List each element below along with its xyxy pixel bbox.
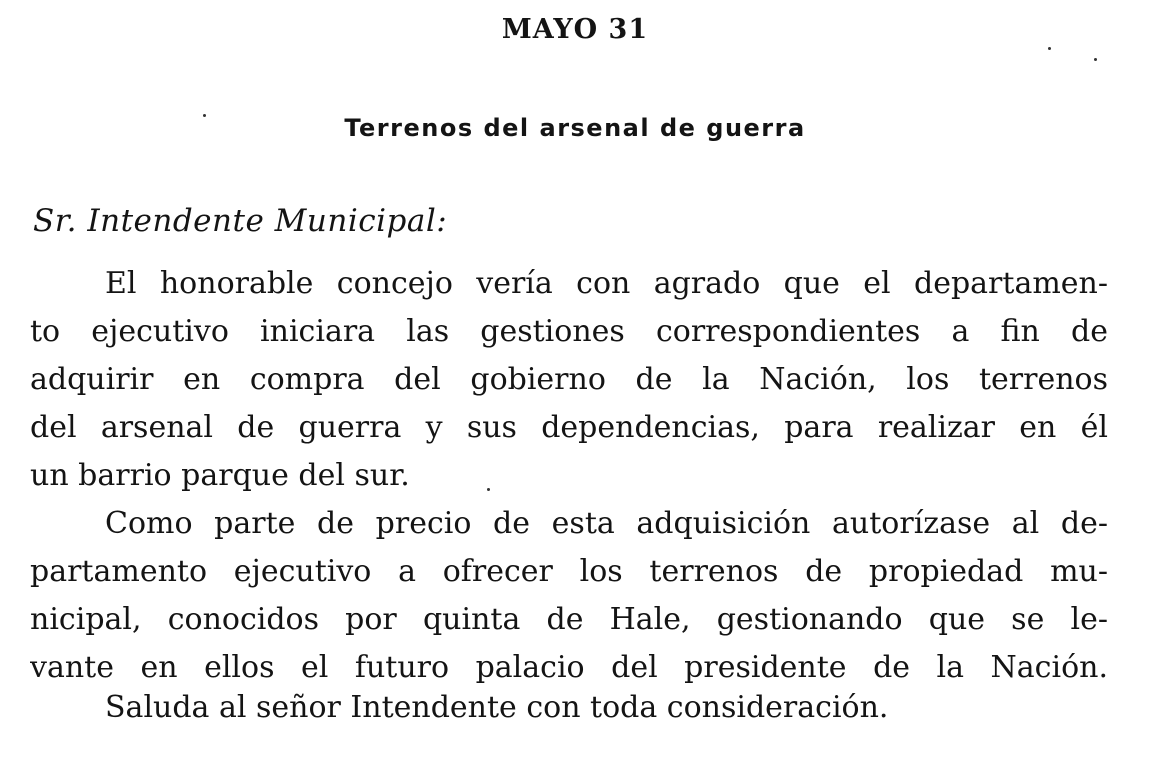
body-line: El honorable concejo vería con agrado que el departamen- — [105, 266, 1108, 301]
body-line: to ejecutivo iniciara las gestiones correspondientes a fin de — [30, 314, 1108, 349]
body-line: un barrio parque del sur. — [30, 458, 410, 493]
date-heading: MAYO 31 — [501, 14, 649, 45]
salutation: Sr. Intendente Municipal: — [33, 203, 448, 239]
print-speck — [1094, 58, 1097, 61]
body-line: partamento ejecutivo a ofrecer los terrenos de propiedad mu- — [30, 554, 1108, 589]
body-line: Como parte de precio de esta adquisición autorízase al de- — [105, 506, 1108, 541]
closing-line: Saluda al señor Intendente con toda consideración. — [105, 690, 889, 725]
section-title: Terrenos del arsenal de guerra — [344, 114, 806, 142]
print-speck — [1048, 47, 1051, 50]
print-speck — [203, 114, 206, 117]
print-speck — [487, 488, 490, 491]
body-line: adquirir en compra del gobierno de la Nación, los terrenos — [30, 362, 1108, 397]
body-line: nicipal, conocidos por quinta de Hale, gestionando que se le- — [30, 602, 1108, 637]
letter-body — [30, 260, 1108, 692]
body-line: vante en ellos el futuro palacio del presidente de la Nación. — [30, 650, 1108, 685]
body-line: del arsenal de guerra y sus dependencias, para realizar en él — [30, 410, 1108, 445]
